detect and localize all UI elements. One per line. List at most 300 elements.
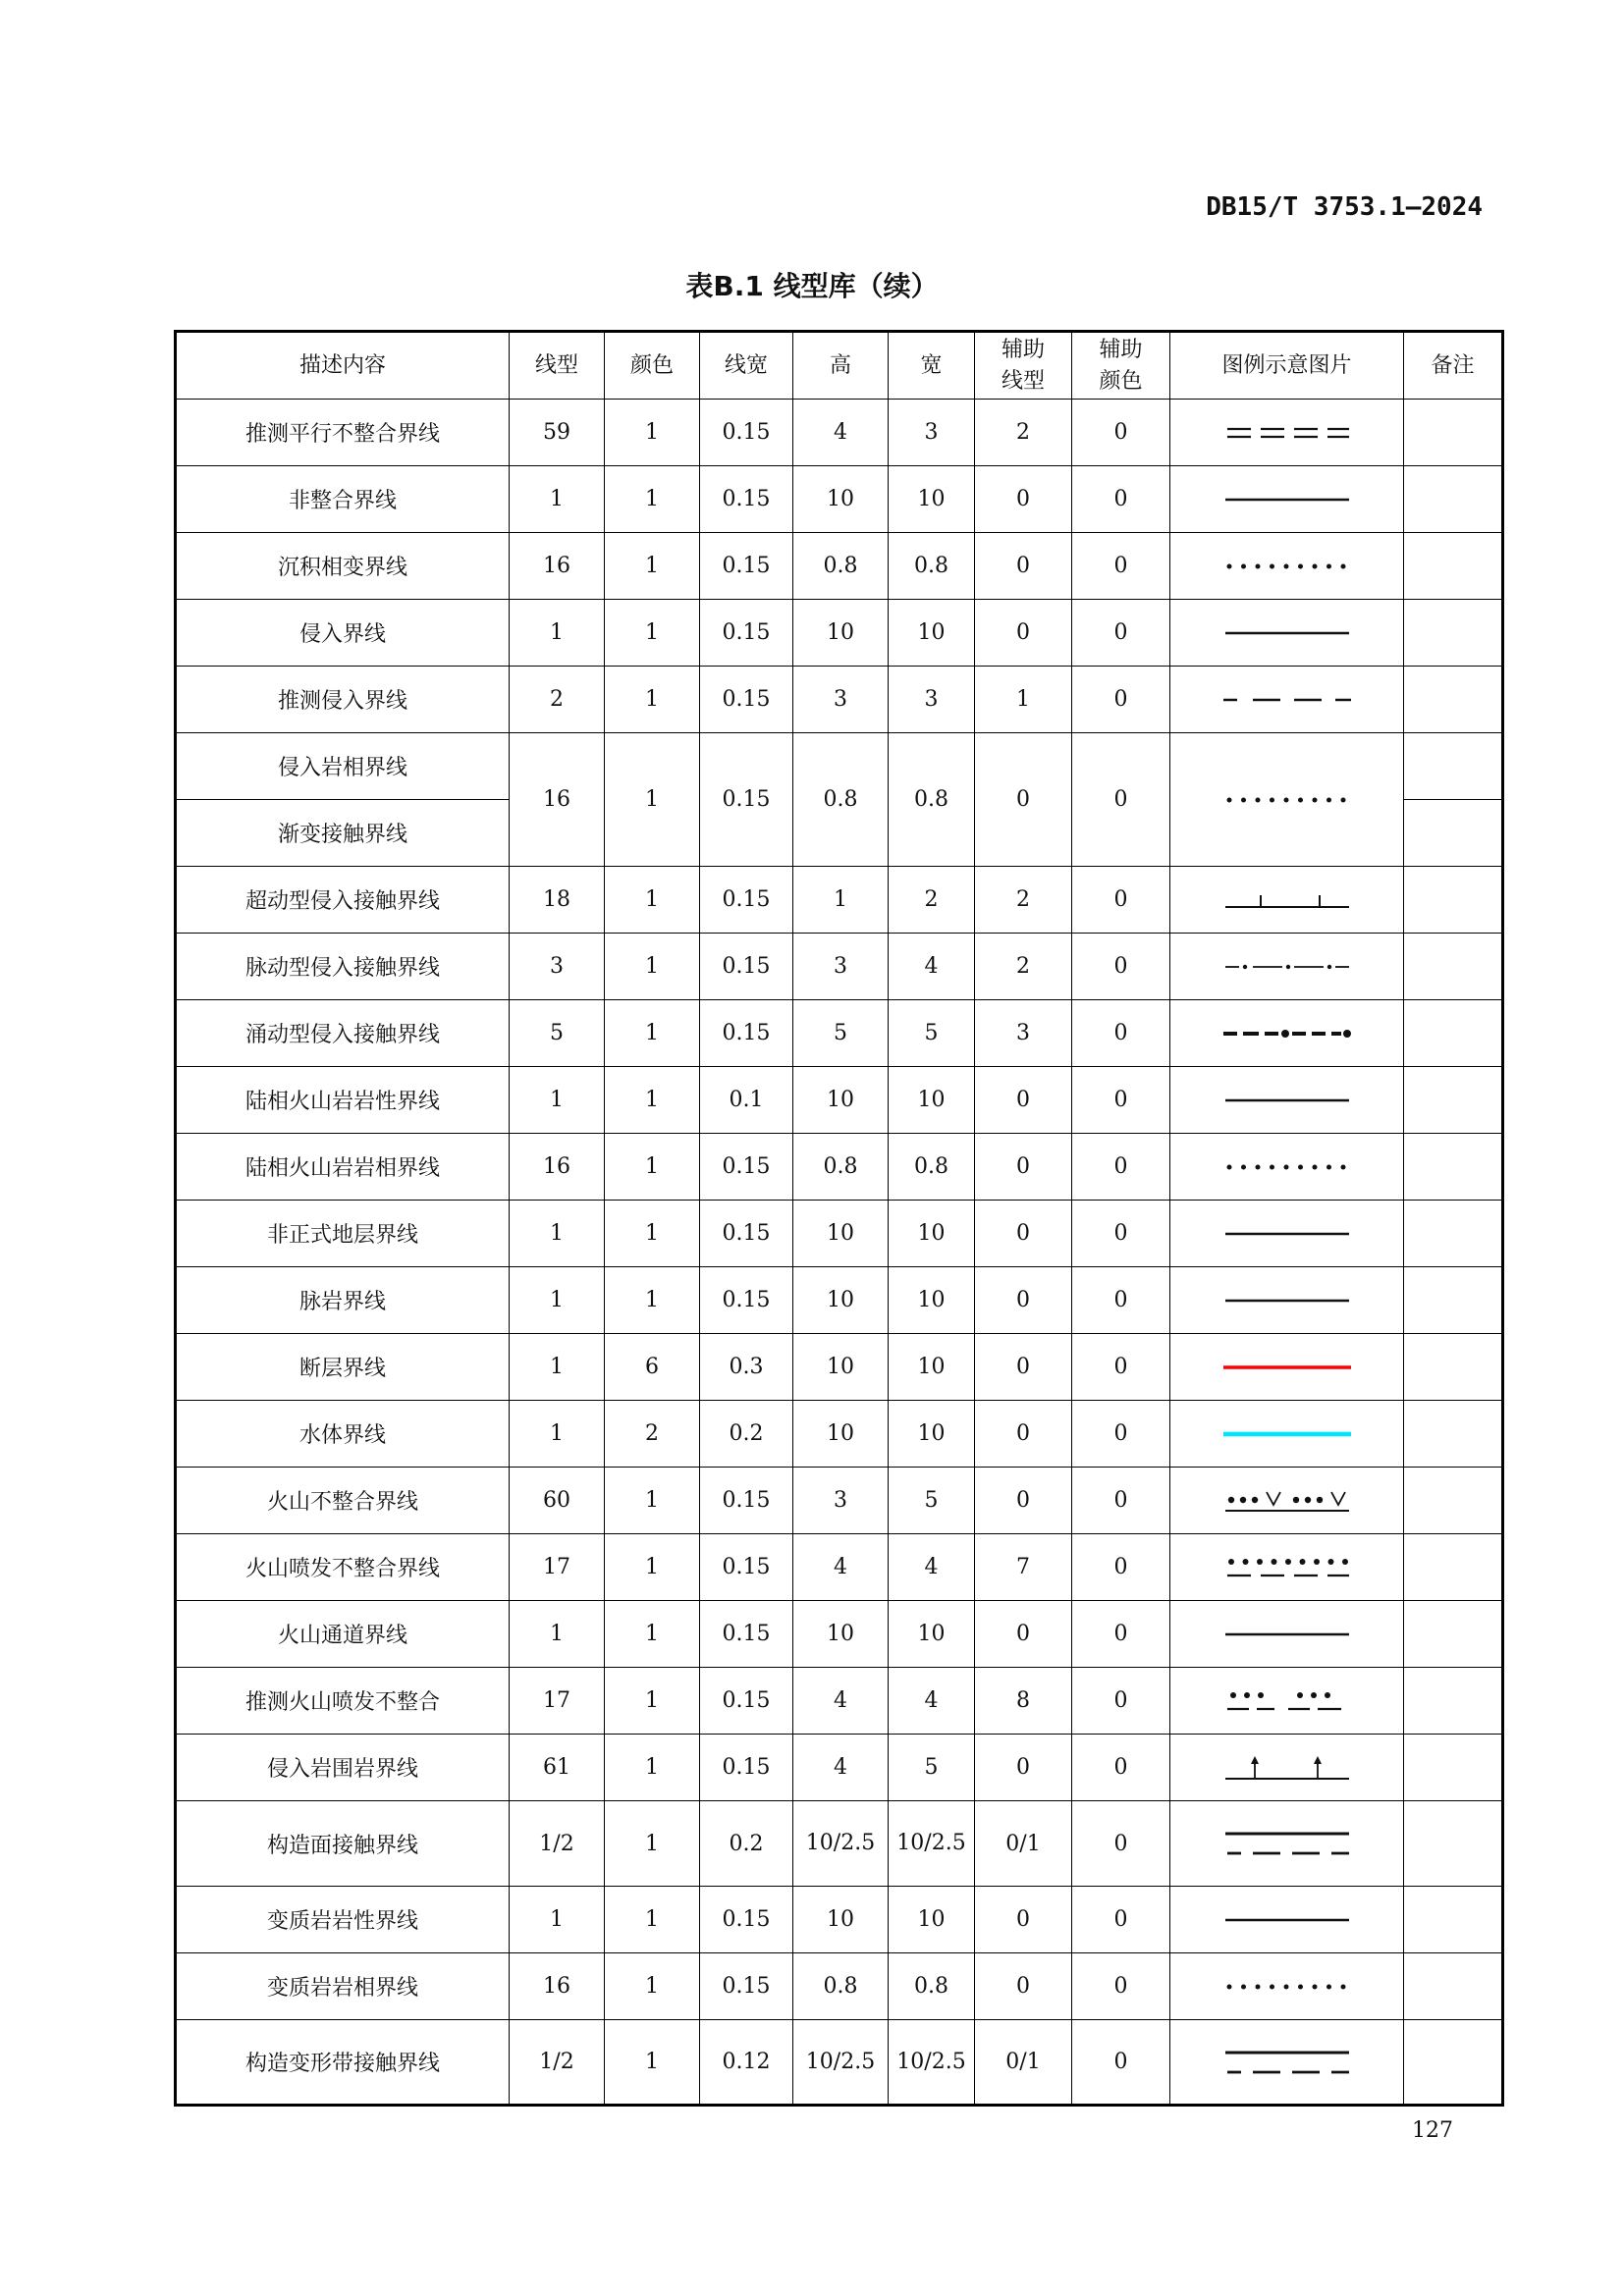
color-cell: 1	[605, 934, 700, 1000]
color-cell: 1	[605, 667, 700, 733]
note-cell	[1404, 1668, 1503, 1735]
color-cell: 1	[605, 733, 700, 867]
aux-type-cell: 2	[975, 867, 1072, 934]
table-row	[176, 1267, 1503, 1334]
width-cell: 4	[889, 1534, 975, 1601]
line-type-cell: 3	[510, 934, 605, 1000]
solid-line-icon	[1223, 1219, 1351, 1249]
solid-line-icon	[1223, 1905, 1351, 1935]
col-header-aux-type: 辅助线型	[975, 332, 1072, 400]
width-cell: 0.8	[889, 533, 975, 600]
line-type-cell: 5	[510, 1000, 605, 1067]
height-cell: 4	[793, 400, 889, 466]
table-row	[176, 867, 1503, 934]
legend-cell	[1170, 1067, 1404, 1134]
description-cell: 沉积相变界线	[176, 533, 510, 600]
color-cell: 2	[605, 1401, 700, 1468]
line-width-cell: 0.15	[700, 466, 793, 533]
description-cell: 构造变形带接触界线	[176, 2020, 510, 2106]
tick-line-icon	[1223, 885, 1351, 915]
line-type-cell: 59	[510, 400, 605, 466]
cyan-line-icon	[1223, 1419, 1351, 1449]
description-cell: 陆相火山岩岩相界线	[176, 1134, 510, 1201]
aux-type-cell: 0	[975, 1134, 1072, 1201]
color-cell: 1	[605, 1601, 700, 1668]
color-cell: 1	[605, 1067, 700, 1134]
description-cell: 陆相火山岩岩性界线	[176, 1067, 510, 1134]
color-cell: 1	[605, 533, 700, 600]
line-width-cell: 0.2	[700, 1401, 793, 1468]
color-cell: 1	[605, 2020, 700, 2106]
legend-cell	[1170, 1668, 1404, 1735]
line-type-cell: 1	[510, 466, 605, 533]
color-cell: 1	[605, 1735, 700, 1801]
description-cell: 火山不整合界线	[176, 1468, 510, 1534]
aux-type-cell: 7	[975, 1534, 1072, 1601]
height-cell: 5	[793, 1000, 889, 1067]
table-row	[176, 1735, 1503, 1801]
table-row	[176, 1534, 1503, 1601]
solid-line-icon	[1223, 485, 1351, 514]
legend-cell	[1170, 1735, 1404, 1801]
col-header-line-type: 线型	[510, 332, 605, 400]
legend-cell	[1170, 934, 1404, 1000]
note-cell	[1404, 667, 1503, 733]
description-cell: 推测侵入界线	[176, 667, 510, 733]
line-width-cell: 0.2	[700, 1801, 793, 1887]
note-cell	[1404, 733, 1503, 800]
aux-type-cell: 3	[975, 1000, 1072, 1067]
legend-cell	[1170, 600, 1404, 667]
width-cell: 0.8	[889, 733, 975, 867]
double-dash-icon	[1223, 418, 1351, 448]
table-row	[176, 1134, 1503, 1201]
color-cell: 1	[605, 1000, 700, 1067]
line-type-cell: 1	[510, 1334, 605, 1401]
height-cell: 0.8	[793, 733, 889, 867]
legend-cell	[1170, 533, 1404, 600]
legend-cell	[1170, 867, 1404, 934]
note-cell	[1404, 1401, 1503, 1468]
note-cell	[1404, 1000, 1503, 1067]
aux-color-cell: 0	[1072, 1468, 1170, 1534]
legend-cell	[1170, 1267, 1404, 1334]
line-width-cell: 0.15	[700, 400, 793, 466]
page-number: 127	[1412, 2118, 1453, 2143]
line-type-cell: 17	[510, 1534, 605, 1601]
description-cell: 断层界线	[176, 1334, 510, 1401]
table-row	[176, 1887, 1503, 1953]
description-cell: 涌动型侵入接触界线	[176, 1000, 510, 1067]
height-cell: 10	[793, 1201, 889, 1267]
aux-color-cell: 0	[1072, 1887, 1170, 1953]
line-type-cell: 1	[510, 1401, 605, 1468]
dotted-line-icon	[1223, 552, 1351, 581]
height-cell: 10	[793, 1334, 889, 1401]
note-cell	[1404, 1201, 1503, 1267]
aux-type-cell: 0	[975, 466, 1072, 533]
line-width-cell: 0.15	[700, 600, 793, 667]
aux-color-cell: 0	[1072, 1000, 1170, 1067]
width-cell: 10/2.5	[889, 2020, 975, 2106]
description-cell: 推测火山喷发不整合	[176, 1668, 510, 1735]
table-row	[176, 1000, 1503, 1067]
solid-line-icon	[1223, 1620, 1351, 1649]
line-type-cell: 16	[510, 1134, 605, 1201]
width-cell: 4	[889, 1668, 975, 1735]
line-type-cell: 17	[510, 1668, 605, 1735]
table-row	[176, 934, 1503, 1000]
line-width-cell: 0.15	[700, 533, 793, 600]
dash-dot-line-icon	[1223, 952, 1351, 982]
line-type-cell: 1	[510, 1887, 605, 1953]
aux-color-cell: 0	[1072, 1067, 1170, 1134]
color-cell: 1	[605, 1801, 700, 1887]
table-row	[176, 466, 1503, 533]
table-row	[176, 1953, 1503, 2020]
aux-color-cell: 0	[1072, 1668, 1170, 1735]
note-cell	[1404, 1801, 1503, 1887]
legend-cell	[1170, 2020, 1404, 2106]
width-cell: 10	[889, 1067, 975, 1134]
aux-type-cell: 0	[975, 1953, 1072, 2020]
width-cell: 10	[889, 1334, 975, 1401]
table-row	[176, 1601, 1503, 1668]
dashed-line-icon	[1223, 685, 1351, 715]
color-cell: 6	[605, 1334, 700, 1401]
table-header-row	[176, 332, 1503, 400]
line-type-cell: 1	[510, 1267, 605, 1334]
line-type-cell: 1	[510, 600, 605, 667]
table-row	[176, 667, 1503, 733]
line-width-cell: 0.15	[700, 1534, 793, 1601]
line-type-cell: 1/2	[510, 2020, 605, 2106]
aux-color-cell: 0	[1072, 2020, 1170, 2106]
height-cell: 4	[793, 1735, 889, 1801]
aux-color-cell: 0	[1072, 934, 1170, 1000]
color-cell: 1	[605, 1534, 700, 1601]
width-cell: 5	[889, 1735, 975, 1801]
description-cell: 非正式地层界线	[176, 1201, 510, 1267]
dots-dash-line-icon	[1223, 1553, 1351, 1582]
line-width-cell: 0.15	[700, 1601, 793, 1668]
aux-color-cell: 0	[1072, 667, 1170, 733]
color-cell: 1	[605, 867, 700, 934]
color-cell: 1	[605, 466, 700, 533]
legend-cell	[1170, 1534, 1404, 1601]
line-type-cell: 16	[510, 1953, 605, 2020]
dots-v-line-icon	[1223, 1486, 1351, 1516]
aux-type-cell: 0/1	[975, 1801, 1072, 1887]
line-type-cell: 2	[510, 667, 605, 733]
aux-type-cell: 0	[975, 1735, 1072, 1801]
legend-cell	[1170, 400, 1404, 466]
line-type-cell: 1	[510, 1201, 605, 1267]
height-cell: 4	[793, 1534, 889, 1601]
height-cell: 1	[793, 867, 889, 934]
height-cell: 10	[793, 600, 889, 667]
aux-type-cell: 8	[975, 1668, 1072, 1735]
note-cell	[1404, 800, 1503, 867]
width-cell: 10	[889, 1267, 975, 1334]
description-cell: 构造面接触界线	[176, 1801, 510, 1887]
legend-cell	[1170, 1601, 1404, 1668]
description-cell: 推测平行不整合界线	[176, 400, 510, 466]
table-row	[176, 600, 1503, 667]
height-cell: 10	[793, 1267, 889, 1334]
line-type-table	[174, 330, 1504, 2107]
col-header-height: 高	[793, 332, 889, 400]
line-width-cell: 0.3	[700, 1334, 793, 1401]
note-cell	[1404, 934, 1503, 1000]
aux-type-cell: 0	[975, 1067, 1072, 1134]
line-width-cell: 0.15	[700, 733, 793, 867]
width-cell: 10/2.5	[889, 1801, 975, 1887]
width-cell: 4	[889, 934, 975, 1000]
line-width-cell: 0.15	[700, 1887, 793, 1953]
aux-color-cell: 0	[1072, 1334, 1170, 1401]
solid-line-icon	[1223, 1286, 1351, 1315]
width-cell: 3	[889, 667, 975, 733]
height-cell: 4	[793, 1668, 889, 1735]
width-cell: 10	[889, 1401, 975, 1468]
line-width-cell: 0.15	[700, 667, 793, 733]
line-type-cell: 18	[510, 867, 605, 934]
height-cell: 0.8	[793, 1953, 889, 2020]
width-cell: 10	[889, 466, 975, 533]
width-cell: 2	[889, 867, 975, 934]
aux-type-cell: 0	[975, 1601, 1072, 1668]
aux-color-cell: 0	[1072, 600, 1170, 667]
color-cell: 1	[605, 600, 700, 667]
dotted-line-icon	[1223, 785, 1351, 815]
solid-line-icon	[1223, 618, 1351, 648]
description-cell: 渐变接触界线	[176, 800, 510, 867]
aux-color-cell: 0	[1072, 1401, 1170, 1468]
line-type-cell: 16	[510, 533, 605, 600]
width-cell: 10	[889, 1201, 975, 1267]
legend-cell	[1170, 667, 1404, 733]
line-width-cell: 0.15	[700, 1953, 793, 2020]
height-cell: 3	[793, 667, 889, 733]
legend-cell	[1170, 466, 1404, 533]
aux-color-cell: 0	[1072, 533, 1170, 600]
note-cell	[1404, 867, 1503, 934]
note-cell	[1404, 400, 1503, 466]
line-type-cell: 1/2	[510, 1801, 605, 1887]
line-width-cell: 0.12	[700, 2020, 793, 2106]
aux-color-cell: 0	[1072, 1953, 1170, 2020]
col-header-note: 备注	[1404, 332, 1503, 400]
line-width-cell: 0.15	[700, 1267, 793, 1334]
arrow-line-icon	[1223, 1753, 1351, 1783]
aux-type-cell: 2	[975, 400, 1072, 466]
width-cell: 10	[889, 600, 975, 667]
color-cell: 1	[605, 1267, 700, 1334]
note-cell	[1404, 1134, 1503, 1201]
description-cell: 非整合界线	[176, 466, 510, 533]
description-cell: 变质岩岩相界线	[176, 1953, 510, 2020]
table-row	[176, 733, 1503, 800]
line-type-cell: 60	[510, 1468, 605, 1534]
aux-type-cell: 1	[975, 667, 1072, 733]
width-cell: 0.8	[889, 1134, 975, 1201]
description-cell: 变质岩岩性界线	[176, 1887, 510, 1953]
color-cell: 1	[605, 1953, 700, 2020]
table-row	[176, 533, 1503, 600]
col-header-color: 颜色	[605, 332, 700, 400]
legend-cell	[1170, 1468, 1404, 1534]
aux-color-cell: 0	[1072, 1267, 1170, 1334]
width-cell: 5	[889, 1000, 975, 1067]
solid-line-icon	[1223, 1086, 1351, 1115]
aux-color-cell: 0	[1072, 1801, 1170, 1887]
aux-color-cell: 0	[1072, 867, 1170, 934]
aux-type-cell: 0	[975, 1334, 1072, 1401]
dotted-line-icon	[1223, 1152, 1351, 1182]
bold-dash-dot-icon	[1223, 1019, 1351, 1048]
height-cell: 0.8	[793, 533, 889, 600]
table-row	[176, 1468, 1503, 1534]
height-cell: 0.8	[793, 1134, 889, 1201]
legend-cell	[1170, 1334, 1404, 1401]
line-width-cell: 0.15	[700, 934, 793, 1000]
note-cell	[1404, 1267, 1503, 1334]
color-cell: 1	[605, 1201, 700, 1267]
line-width-cell: 0.1	[700, 1067, 793, 1134]
table-row	[176, 1401, 1503, 1468]
legend-cell	[1170, 1401, 1404, 1468]
line-width-cell: 0.15	[700, 1735, 793, 1801]
solid-over-dashed-icon	[1223, 1829, 1351, 1858]
aux-color-cell: 0	[1072, 466, 1170, 533]
aux-color-cell: 0	[1072, 400, 1170, 466]
aux-type-cell: 0	[975, 1201, 1072, 1267]
aux-color-cell: 0	[1072, 1201, 1170, 1267]
table-row	[176, 1334, 1503, 1401]
legend-cell	[1170, 1801, 1404, 1887]
color-cell: 1	[605, 400, 700, 466]
aux-type-cell: 0	[975, 1468, 1072, 1534]
note-cell	[1404, 1534, 1503, 1601]
legend-cell	[1170, 1953, 1404, 2020]
color-cell: 1	[605, 1668, 700, 1735]
legend-cell	[1170, 1201, 1404, 1267]
line-type-cell: 1	[510, 1067, 605, 1134]
description-cell: 火山喷发不整合界线	[176, 1534, 510, 1601]
aux-color-cell: 0	[1072, 733, 1170, 867]
height-cell: 10/2.5	[793, 2020, 889, 2106]
height-cell: 10	[793, 1601, 889, 1668]
table-row	[176, 2020, 1503, 2106]
dots-dash-group-icon	[1223, 1686, 1351, 1716]
color-cell: 1	[605, 1468, 700, 1534]
col-header-legend: 图例示意图片	[1170, 332, 1404, 400]
width-cell: 3	[889, 400, 975, 466]
description-cell: 侵入界线	[176, 600, 510, 667]
note-cell	[1404, 1067, 1503, 1134]
line-type-cell: 16	[510, 733, 605, 867]
line-width-cell: 0.15	[700, 867, 793, 934]
line-width-cell: 0.15	[700, 1668, 793, 1735]
table-row	[176, 1067, 1503, 1134]
col-header-line-width: 线宽	[700, 332, 793, 400]
height-cell: 10	[793, 1401, 889, 1468]
line-width-cell: 0.15	[700, 1201, 793, 1267]
aux-color-cell: 0	[1072, 1134, 1170, 1201]
table-row	[176, 1201, 1503, 1267]
description-cell: 脉岩界线	[176, 1267, 510, 1334]
line-type-cell: 1	[510, 1601, 605, 1668]
aux-type-cell: 0/1	[975, 2020, 1072, 2106]
note-cell	[1404, 1887, 1503, 1953]
legend-cell	[1170, 733, 1404, 867]
red-line-icon	[1223, 1353, 1351, 1382]
note-cell	[1404, 1334, 1503, 1401]
col-header-desc: 描述内容	[176, 332, 510, 400]
document-code: DB15/T 3753.1—2024	[1206, 192, 1483, 222]
aux-type-cell: 0	[975, 1401, 1072, 1468]
table-row	[176, 400, 1503, 466]
line-width-cell: 0.15	[700, 1134, 793, 1201]
width-cell: 10	[889, 1601, 975, 1668]
aux-type-cell: 0	[975, 1887, 1072, 1953]
aux-color-cell: 0	[1072, 1534, 1170, 1601]
height-cell: 3	[793, 934, 889, 1000]
description-cell: 水体界线	[176, 1401, 510, 1468]
note-cell	[1404, 2020, 1503, 2106]
legend-cell	[1170, 1134, 1404, 1201]
height-cell: 3	[793, 1468, 889, 1534]
color-cell: 1	[605, 1134, 700, 1201]
table-row	[176, 1801, 1503, 1887]
height-cell: 10/2.5	[793, 1801, 889, 1887]
line-width-cell: 0.15	[700, 1468, 793, 1534]
note-cell	[1404, 1735, 1503, 1801]
description-cell: 超动型侵入接触界线	[176, 867, 510, 934]
table-row	[176, 1668, 1503, 1735]
width-cell: 10	[889, 1887, 975, 1953]
solid-over-dashed-icon	[1223, 2048, 1351, 2077]
aux-color-cell: 0	[1072, 1735, 1170, 1801]
table-title: 表B.1 线型库（续）	[685, 270, 939, 302]
aux-type-cell: 0	[975, 600, 1072, 667]
aux-type-cell: 0	[975, 733, 1072, 867]
note-cell	[1404, 1468, 1503, 1534]
description-cell: 脉动型侵入接触界线	[176, 934, 510, 1000]
legend-cell	[1170, 1887, 1404, 1953]
note-cell	[1404, 600, 1503, 667]
note-cell	[1404, 533, 1503, 600]
note-cell	[1404, 1601, 1503, 1668]
color-cell: 1	[605, 1887, 700, 1953]
description-cell: 侵入岩围岩界线	[176, 1735, 510, 1801]
aux-type-cell: 0	[975, 1267, 1072, 1334]
line-type-cell: 61	[510, 1735, 605, 1801]
description-cell: 火山通道界线	[176, 1601, 510, 1668]
width-cell: 0.8	[889, 1953, 975, 2020]
aux-type-cell: 2	[975, 934, 1072, 1000]
height-cell: 10	[793, 1887, 889, 1953]
description-cell: 侵入岩相界线	[176, 733, 510, 800]
width-cell: 5	[889, 1468, 975, 1534]
col-header-width: 宽	[889, 332, 975, 400]
note-cell	[1404, 466, 1503, 533]
aux-color-cell: 0	[1072, 1601, 1170, 1668]
aux-type-cell: 0	[975, 533, 1072, 600]
line-width-cell: 0.15	[700, 1000, 793, 1067]
legend-cell	[1170, 1000, 1404, 1067]
